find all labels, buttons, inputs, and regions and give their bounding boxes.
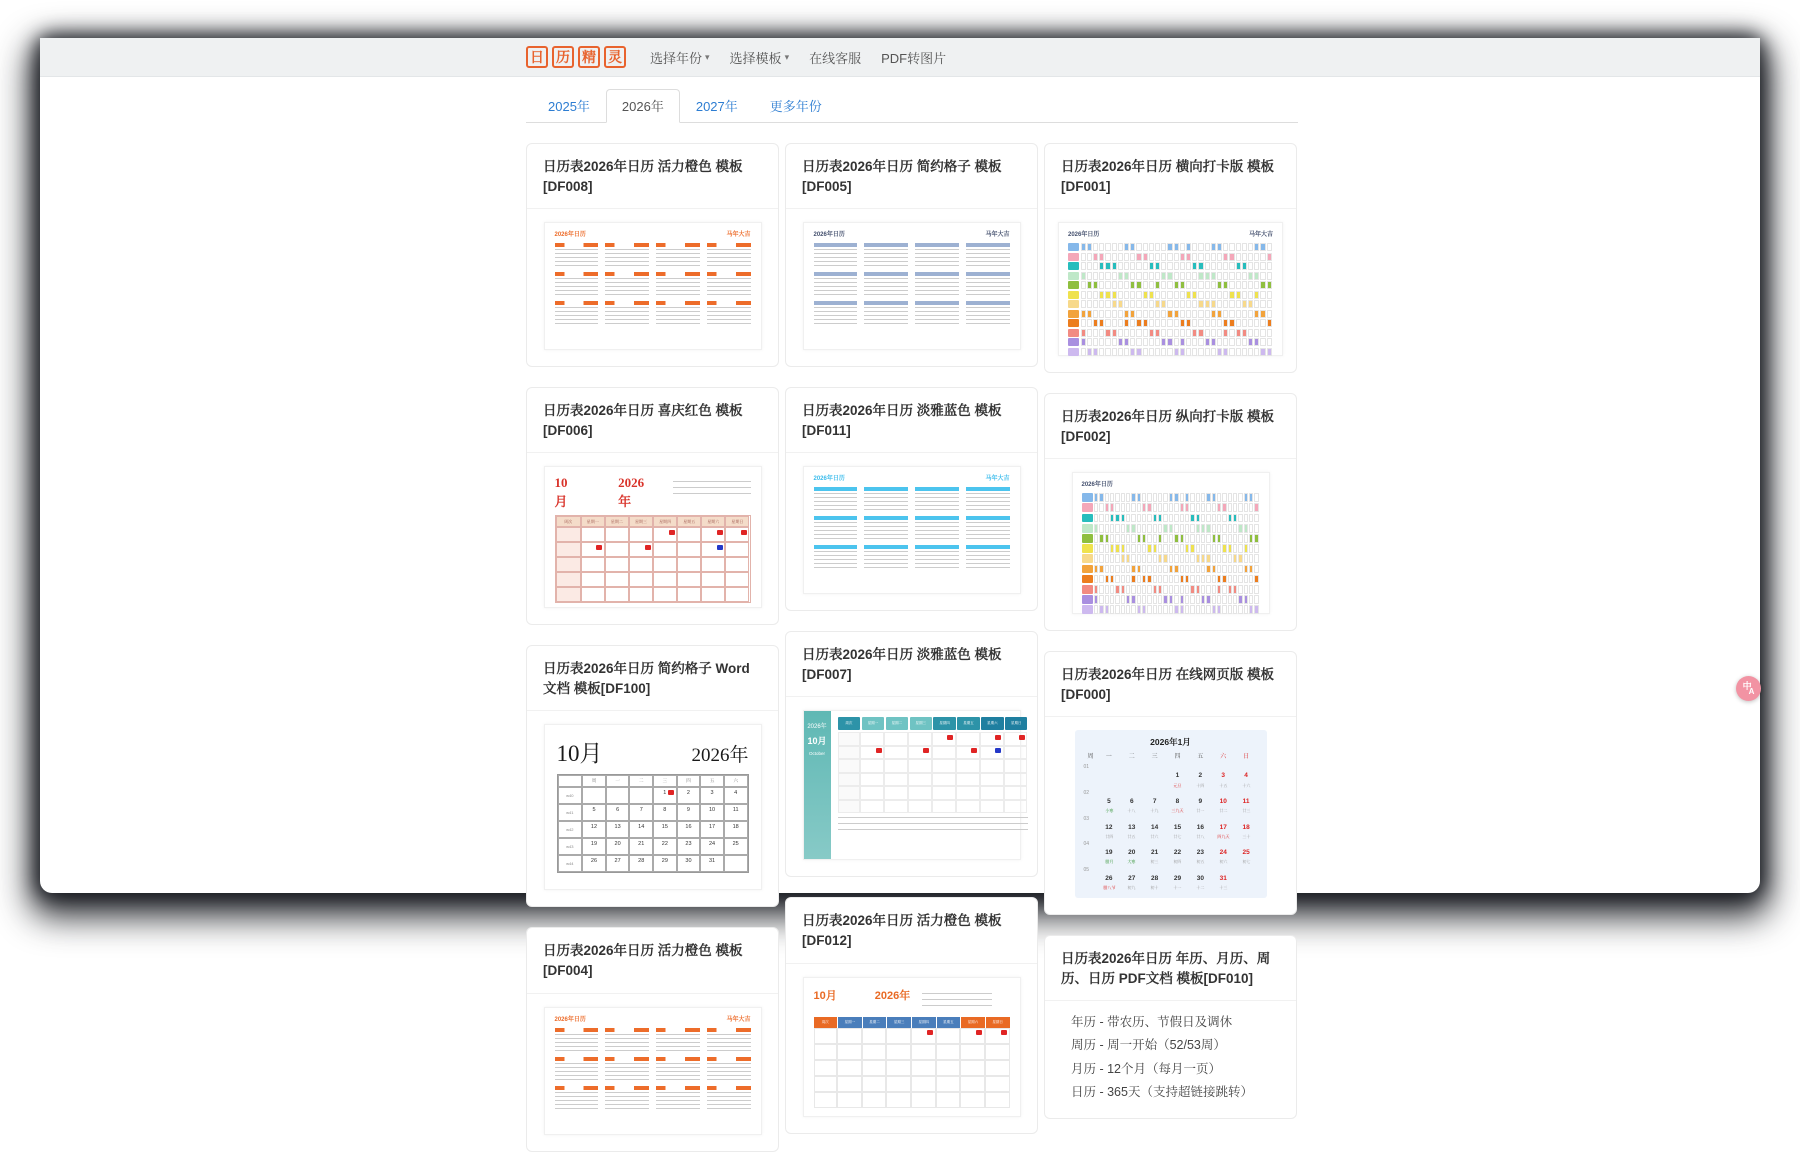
holiday-badge (596, 545, 602, 550)
sheet-title-left: 2026年日历 (813, 476, 845, 483)
punch-month-row (1082, 595, 1260, 604)
nav-item-PDF转图片[interactable] (881, 48, 946, 67)
weekday-cell: 二 (1128, 754, 1135, 761)
weekday-cell: 星期三 (887, 1017, 911, 1028)
mini-month (915, 272, 959, 296)
weekday-cell: 星期三 (910, 717, 932, 730)
week-number: 03 (1083, 815, 1090, 822)
feature-list (1045, 1001, 1296, 1118)
holiday-badge (923, 748, 929, 753)
mini-month (814, 301, 858, 325)
mini-month (605, 1057, 649, 1081)
sheet-header (1082, 481, 1260, 489)
month-grid: 周 一 二 三 四 五 六 w40 1 2 3 4 w41 5 6 7 8 9 10 11 w42 12 13 14 15 16 17 18 w43 19 20 21 22 23 24 25 w44 26 27 28 29 30 31 (557, 774, 749, 873)
nav-item-label: 选择年份 (650, 50, 703, 66)
chevron-down-icon: ▾ (705, 51, 710, 62)
template-column (1044, 143, 1297, 1139)
weekday-cell (558, 775, 583, 787)
mini-month (814, 516, 858, 540)
punch-month-row (1068, 243, 1273, 251)
mini-month (555, 1057, 599, 1081)
card-title[interactable]: 日历表2026年日历 纵向打卡版 模板[DF002] (1045, 394, 1296, 459)
sheet-title-left: 2026年日历 (1068, 232, 1100, 239)
punch-month-row (1082, 554, 1260, 563)
weekday-cell: 日 (1243, 754, 1250, 761)
punch-month-row (1082, 575, 1260, 584)
weekday-cell: 周次 (814, 1017, 838, 1028)
holiday-badge (668, 790, 674, 795)
weekday-cell: 六 (724, 775, 748, 787)
sheet-title-right: 马年大吉 (985, 476, 1010, 483)
note-lines (922, 993, 992, 1006)
punch-month-row (1082, 493, 1260, 502)
calendar-sheet (544, 222, 762, 350)
week-number: 05 (1083, 866, 1090, 873)
weekday-cell: 五 (1197, 754, 1204, 761)
punch-month-row (1082, 605, 1260, 614)
template-card-df005[interactable] (785, 143, 1038, 367)
sheet-header (555, 475, 751, 510)
template-card-df011[interactable] (785, 387, 1038, 611)
card-title[interactable]: 日历表2026年日历 简约格子 模板[DF005] (786, 144, 1037, 209)
holiday-badge (876, 748, 882, 753)
weekday-cell: 星期日 (1005, 717, 1027, 730)
weekday-cell: 二 (629, 775, 653, 787)
calendar-sheet (803, 710, 1021, 860)
card-title[interactable]: 日历表2026年日历 活力橙色 模板[DF008] (527, 144, 778, 209)
nav-item-label: 选择模板 (729, 50, 782, 66)
workday-badge (995, 748, 1001, 753)
weekday-cell: 周 (582, 775, 606, 787)
punch-month-row (1068, 272, 1273, 280)
sheet-header (1068, 231, 1273, 239)
month-sidebar (804, 711, 831, 859)
nav-item-在线客服[interactable] (809, 48, 861, 67)
feature-line: 周历 - 周一开始（52/53周） (1071, 1038, 1226, 1053)
mini-month (966, 487, 1010, 511)
mini-month (966, 272, 1010, 296)
weekday-cell: 星期四 (912, 1017, 936, 1028)
mini-month (605, 272, 649, 296)
tab-2025年[interactable]: 2025年 (548, 99, 590, 114)
week-number: 02 (1083, 789, 1090, 796)
nav-item-选择模板[interactable] (730, 48, 790, 67)
mini-month (864, 301, 908, 325)
mini-month (605, 1028, 649, 1052)
template-card-df004[interactable] (526, 927, 779, 1151)
weekday-cell: 星期二 (886, 717, 908, 730)
template-card-df000[interactable] (1044, 651, 1297, 915)
card-thumbnail[interactable] (1045, 459, 1296, 630)
calendar-sheet (544, 724, 762, 890)
mini-month (915, 545, 959, 569)
weekday-cell: 周 (1087, 754, 1094, 761)
card-title[interactable]: 日历表2026年日历 淡雅蓝色 模板[DF011] (786, 388, 1037, 453)
logo-char: 日 (526, 46, 548, 68)
template-card-df001[interactable] (1044, 143, 1297, 373)
template-column (785, 143, 1038, 1154)
nav-item-选择年份[interactable] (650, 48, 710, 67)
sheet-title-left: 2026年日历 (813, 232, 845, 239)
note-lines (673, 481, 751, 494)
template-column (526, 143, 779, 1172)
weekday-cell: 星期日 (986, 1017, 1010, 1028)
template-card-df008[interactable] (526, 143, 779, 367)
mini-month (605, 1086, 649, 1110)
punch-month-row (1068, 281, 1273, 289)
calendar-sheet (544, 1007, 762, 1135)
mini-month (656, 243, 700, 267)
punch-month-row (1082, 514, 1260, 523)
punch-month-row (1082, 503, 1260, 512)
logo-char: 灵 (604, 46, 626, 68)
mini-month (707, 243, 751, 267)
punch-rows (1082, 493, 1260, 614)
mini-month (966, 516, 1010, 540)
mini-month (966, 545, 1010, 569)
punch-month-row (1082, 585, 1260, 594)
year-month-grid (814, 487, 1010, 569)
sheet-title-right: 马年大吉 (726, 1016, 751, 1023)
month-grid (814, 1028, 1010, 1108)
sheet-header (555, 1016, 751, 1024)
punch-month-row (1068, 291, 1273, 299)
mini-month (915, 243, 959, 267)
mini-month (915, 301, 959, 325)
calendar-sheet (803, 977, 1021, 1117)
weekday-header (838, 717, 1028, 730)
punch-month-row (1068, 300, 1273, 308)
translate-zh-glyph: 中 (1742, 681, 1752, 691)
nav-item-label: PDF转图片 (881, 50, 947, 66)
mini-month (656, 1086, 700, 1110)
sheet-header (557, 735, 749, 768)
site-logo[interactable] (526, 46, 626, 68)
sidebar-month-en: October (808, 751, 825, 757)
mini-month (814, 272, 858, 296)
weekday-cell: 四 (677, 775, 701, 787)
mini-month (555, 243, 599, 267)
year-label: 2026年 (618, 475, 645, 510)
card-thumbnail[interactable] (1045, 209, 1296, 372)
holiday-badge (717, 530, 723, 535)
calendar-sheet (1072, 472, 1270, 614)
mini-month (555, 1086, 599, 1110)
template-card-df002[interactable] (1044, 393, 1297, 631)
weekday-cell: 星期六 (961, 1017, 985, 1028)
sheet-title-right: 马年大吉 (985, 232, 1010, 239)
week-number: 04 (1083, 841, 1090, 848)
card-thumbnail[interactable] (786, 697, 1037, 876)
holiday-badge (1001, 1030, 1007, 1035)
nav-menu (650, 48, 946, 67)
mini-month (915, 487, 959, 511)
punch-month-row (1068, 262, 1273, 270)
punch-month-row (1068, 338, 1273, 346)
mini-month (656, 301, 700, 325)
calendar-sheet (803, 466, 1021, 594)
weekday-cell: 一 (606, 775, 630, 787)
punch-month-row (1082, 534, 1260, 543)
month-label: 10月 (554, 475, 568, 510)
card-thumbnail[interactable] (527, 994, 778, 1151)
card-title[interactable]: 日历表2026年日历 在线网页版 模板[DF000] (1045, 652, 1296, 717)
sheet-header (814, 231, 1010, 239)
week-number: 01 (1083, 764, 1090, 771)
holiday-badge (669, 530, 675, 535)
mini-month (966, 301, 1010, 325)
mini-month (915, 516, 959, 540)
sheet-title-right: 马年大吉 (726, 232, 751, 239)
holiday-badge (645, 545, 651, 550)
year-label: 2026年 (874, 989, 911, 1002)
holiday-badge (927, 1030, 933, 1035)
mini-month (966, 243, 1010, 267)
mini-month (814, 545, 858, 569)
tab-更多年份[interactable]: 更多年份 (769, 99, 822, 114)
weekday-cell: 六 (1220, 754, 1227, 761)
punch-month-row (1068, 329, 1273, 337)
sheet-title-right: 马年大吉 (1248, 232, 1273, 239)
punch-month-row (1068, 348, 1273, 356)
weekday-cell: 星期一 (838, 1017, 862, 1028)
template-card-df010[interactable] (1044, 935, 1297, 1119)
card-thumbnail[interactable] (1045, 717, 1296, 914)
calendar-sheet (1058, 222, 1283, 356)
translate-button[interactable] (1736, 676, 1761, 701)
weekday-header (814, 1017, 1010, 1028)
calendar-sheet (544, 466, 762, 608)
template-card-df012[interactable] (785, 897, 1038, 1133)
card-thumbnail[interactable] (786, 453, 1037, 610)
card-title[interactable]: 日历表2026年日历 年历、月历、周历、日历 PDF文档 模板[DF010] (1045, 936, 1296, 1001)
weekday-cell: 星期二 (863, 1017, 887, 1028)
mini-month (864, 545, 908, 569)
card-title[interactable]: 日历表2026年日历 活力橙色 模板[DF004] (527, 928, 778, 993)
holiday-badge (971, 748, 977, 753)
logo-char: 精 (578, 46, 600, 68)
mini-month (864, 487, 908, 511)
mini-month (555, 1028, 599, 1052)
sidebar-month: 10月 (807, 736, 827, 747)
punch-month-row (1068, 310, 1273, 318)
sheet-title-left: 2026年日历 (554, 232, 586, 239)
nav-item-label: 在线客服 (809, 50, 862, 66)
tab-2026年[interactable]: 2026年 (606, 89, 680, 123)
sheet-header (555, 231, 751, 239)
card-thumbnail[interactable] (527, 453, 778, 624)
weekday-cell: 星期一 (862, 717, 884, 730)
weekday-cell: 星期四 (933, 717, 955, 730)
calendar-sheet (803, 222, 1021, 350)
template-grid (526, 143, 1298, 1172)
weekday-cell: 周次 (838, 717, 861, 730)
mini-month (707, 1057, 751, 1081)
card-title[interactable]: 日历表2026年日历 横向打卡版 模板[DF001] (1045, 144, 1296, 209)
month-grid (838, 732, 1028, 813)
weekday-cell: 星期五 (957, 717, 979, 730)
sheet-header (814, 475, 1010, 483)
weekday-cell: 一 (1105, 754, 1112, 761)
holiday-badge (741, 530, 747, 535)
weekday-cell: 四 (1174, 754, 1181, 761)
mini-month (707, 272, 751, 296)
template-card-df007[interactable] (785, 631, 1038, 877)
mini-month (656, 272, 700, 296)
mini-month (864, 272, 908, 296)
weekday-cell: 星期六 (981, 717, 1003, 730)
year-month-grid (814, 243, 1010, 325)
feature-line: 日历 - 365天（支持超链接跳转） (1071, 1084, 1253, 1099)
mini-month (555, 301, 599, 325)
holiday-badge (947, 735, 953, 740)
mini-month (814, 243, 858, 267)
web-calendar-title: 2026年1月 (1150, 737, 1191, 748)
mini-month (605, 301, 649, 325)
card-thumbnail[interactable] (527, 209, 778, 366)
mini-month (555, 272, 599, 296)
holiday-badge (995, 735, 1001, 740)
card-thumbnail[interactable] (786, 209, 1037, 366)
mini-month (814, 487, 858, 511)
punch-month-row (1068, 319, 1273, 327)
template-card-df100[interactable] (526, 645, 779, 907)
mini-month (864, 516, 908, 540)
mini-month (656, 1057, 700, 1081)
feature-line: 月历 - 12个月（每月一页） (1071, 1061, 1222, 1076)
card-title[interactable]: 日历表2026年日历 简约格子 Word文档 模板[DF100] (527, 646, 778, 711)
mini-month (605, 243, 649, 267)
template-card-df006[interactable] (526, 387, 779, 625)
note-lines (838, 817, 1028, 830)
feature-line: 年历 - 带农历、节假日及调休 (1071, 1015, 1233, 1030)
weekday-cell: 三 (1151, 754, 1158, 761)
card-title[interactable]: 日历表2026年日历 淡雅蓝色 模板[DF007] (786, 632, 1037, 697)
mini-month (864, 243, 908, 267)
sidebar-year: 2026年 (807, 724, 827, 731)
sheet-header (814, 987, 1010, 1011)
card-thumbnail[interactable] (786, 964, 1037, 1133)
punch-month-row (1082, 544, 1260, 553)
chevron-down-icon: ▾ (784, 51, 790, 62)
punch-month-row (1082, 565, 1260, 574)
month-label: 10月 (556, 741, 603, 767)
sheet-title-left: 2026年日历 (1081, 482, 1113, 489)
workday-badge (717, 545, 723, 550)
mini-month (656, 1028, 700, 1052)
weekday-cell: 星期五 (937, 1017, 961, 1028)
year-month-grid (555, 243, 751, 325)
weekday-cell: 五 (700, 775, 724, 787)
weekday-cell: 三 (653, 775, 677, 787)
year-label: 2026年 (691, 745, 749, 767)
punch-rows (1068, 243, 1273, 356)
app-window (40, 38, 1760, 1099)
punch-month-row (1068, 253, 1273, 261)
month-label: 10月 (813, 989, 837, 1002)
holiday-badge (976, 1030, 982, 1035)
card-title[interactable]: 日历表2026年日历 活力橙色 模板[DF012] (786, 898, 1037, 963)
logo-char: 历 (552, 46, 574, 68)
year-tabs-bar (526, 89, 1298, 123)
month-grid: 周次 星期一 星期二 星期三 星期四 星期五 星期六 星期日 (555, 515, 751, 603)
card-thumbnail[interactable] (527, 711, 778, 906)
web-calendar: 2026年1月 周 一 二 三 四 五 六 日 01 1 元旦 2 十四 3 十五 4 十六 02 5 小寒 6 十八 7 十九 8 三九天 9 廿一 10 廿二 11 廿三 03 12 廿四 13 廿五 14 廿六 15 廿七 16 廿八 17 四九天 18 三十 04 19 腊月 20 大寒 21 初三 22 初四 23 初五 24 初六 25 初七 05 26 腊八节 27 初九 28 初十 29 十一 30 十二 31 十三 (1075, 730, 1267, 898)
mini-month (707, 1028, 751, 1052)
mini-month (707, 1086, 751, 1110)
card-title[interactable]: 日历表2026年日历 喜庆红色 模板[DF006] (527, 388, 778, 453)
top-navbar (40, 38, 1760, 77)
punch-month-row (1082, 524, 1260, 533)
tab-2027年[interactable]: 2027年 (695, 99, 738, 114)
sheet-title-left: 2026年日历 (554, 1016, 586, 1023)
translate-en-glyph: A (1748, 687, 1755, 696)
mini-month (707, 301, 751, 325)
holiday-badge (1019, 735, 1025, 740)
year-month-grid (555, 1028, 751, 1110)
